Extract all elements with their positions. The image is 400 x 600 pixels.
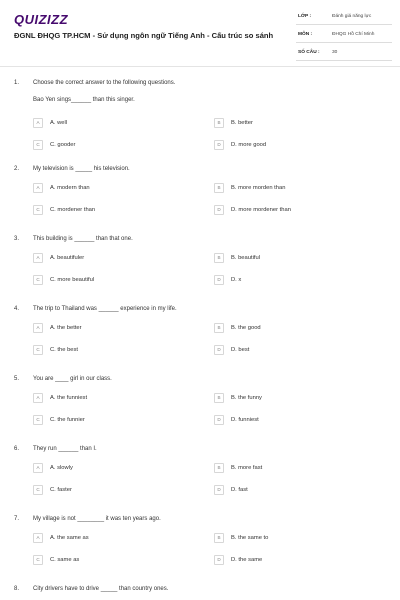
option-text: D. more mordener than (231, 206, 291, 213)
option-letter-box: B (214, 323, 224, 333)
header-divider (0, 66, 400, 67)
question-number: 1. (14, 80, 20, 86)
option-text: B. more fast (231, 464, 263, 471)
question-number: 2. (14, 166, 20, 172)
option-text: A. slowly (50, 464, 73, 471)
option-letter-box: C (33, 555, 43, 565)
question-number: 3. (14, 236, 20, 242)
meta-value: 30 (332, 50, 338, 55)
meta-row-class (296, 10, 392, 25)
option-text: B. the same to (231, 534, 269, 541)
option-letter-box: A (33, 393, 43, 403)
option-text: C. mordener than (50, 206, 96, 213)
option-text: A. the funniest (50, 394, 88, 401)
option-letter-box: D (214, 345, 224, 355)
option-letter-box: C (33, 275, 43, 285)
option-text: C. more beautiful (50, 276, 95, 283)
option-letter-box: C (33, 415, 43, 425)
option-text: A. the better (50, 324, 82, 331)
option-letter-box: D (214, 485, 224, 495)
quizizz-logo: QUIZIZZ (14, 12, 69, 27)
meta-value: ĐHQG Hồ Chí Minh (332, 32, 375, 37)
meta-value: Đánh giá năng lực (332, 14, 372, 19)
option-letter-box: C (33, 345, 43, 355)
option-letter-box: B (214, 393, 224, 403)
option-text: B. the good (231, 324, 261, 331)
option-text: C. gooder (50, 141, 76, 148)
option-letter-box: A (33, 253, 43, 263)
meta-label: MÔN : (298, 32, 313, 37)
option-text: A. modern than (50, 184, 90, 191)
option-text: B. the funny (231, 394, 262, 401)
option-letter-box: B (214, 118, 224, 128)
question-prompt: City drivers have to drive _____ than country ones. (33, 586, 169, 592)
question-prompt: Choose the correct answer to the following questions. (33, 80, 176, 86)
option-letter-box: B (214, 533, 224, 543)
option-text: C. the funnier (50, 416, 85, 423)
option-text: D. more good (231, 141, 267, 148)
option-letter-box: D (214, 415, 224, 425)
question-number: 5. (14, 376, 20, 382)
worksheet-meta (296, 10, 392, 61)
option-text: C. faster (50, 486, 72, 493)
question-prompt: This building is ______ than that one. (33, 236, 133, 242)
option-letter-box: A (33, 118, 43, 128)
option-letter-box: D (214, 555, 224, 565)
option-text: A. the same as (50, 534, 89, 541)
option-letter-box: B (214, 463, 224, 473)
option-letter-box: C (33, 140, 43, 150)
worksheet-header (0, 0, 400, 64)
option-letter-box: D (214, 205, 224, 215)
option-text: A. beautifuler (50, 254, 85, 261)
meta-label: SỐ CÂU : (298, 50, 320, 55)
option-text: A. well (50, 119, 68, 126)
option-text: D. the same (231, 556, 263, 563)
question-prompt: My television is _____ his television. (33, 166, 130, 172)
option-text: C. same as (50, 556, 80, 563)
option-text: D. best (231, 346, 250, 353)
question-prompt: You are ____ girl in our class. (33, 376, 112, 382)
option-text: B. better (231, 119, 253, 126)
meta-row-subject (296, 28, 392, 43)
option-letter-box: B (214, 183, 224, 193)
meta-row-count (296, 46, 392, 61)
option-letter-box: A (33, 323, 43, 333)
question-number: 7. (14, 516, 20, 522)
option-text: C. the best (50, 346, 79, 353)
worksheet-title: ĐGNL ĐHQG TP.HCM - Sử dụng ngôn ngữ Tiếng Anh - Cấu trúc so sánh (14, 31, 274, 40)
option-letter-box: A (33, 463, 43, 473)
option-text: D. x (231, 276, 242, 283)
question-prompt: The trip to Thailand was ______ experience in my life. (33, 306, 177, 312)
option-text: D. fast (231, 486, 248, 493)
option-letter-box: D (214, 275, 224, 285)
option-text: B. more morden than (231, 184, 286, 191)
option-text: B. beautiful (231, 254, 261, 261)
question-prompt: They run ______ than I. (33, 446, 97, 452)
option-letter-box: C (33, 205, 43, 215)
option-letter-box: B (214, 253, 224, 263)
question-number: 8. (14, 586, 20, 592)
option-letter-box: A (33, 533, 43, 543)
option-letter-box: A (33, 183, 43, 193)
option-letter-box: C (33, 485, 43, 495)
question-number: 4. (14, 306, 20, 312)
question-sentence: Bao Yen sings______ than this singer. (33, 97, 135, 103)
question-number: 6. (14, 446, 20, 452)
question-prompt: My village is not ________ it was ten years ago. (33, 516, 161, 522)
option-text: D. funniest (231, 416, 259, 423)
meta-label: LỚP : (298, 14, 312, 19)
option-letter-box: D (214, 140, 224, 150)
